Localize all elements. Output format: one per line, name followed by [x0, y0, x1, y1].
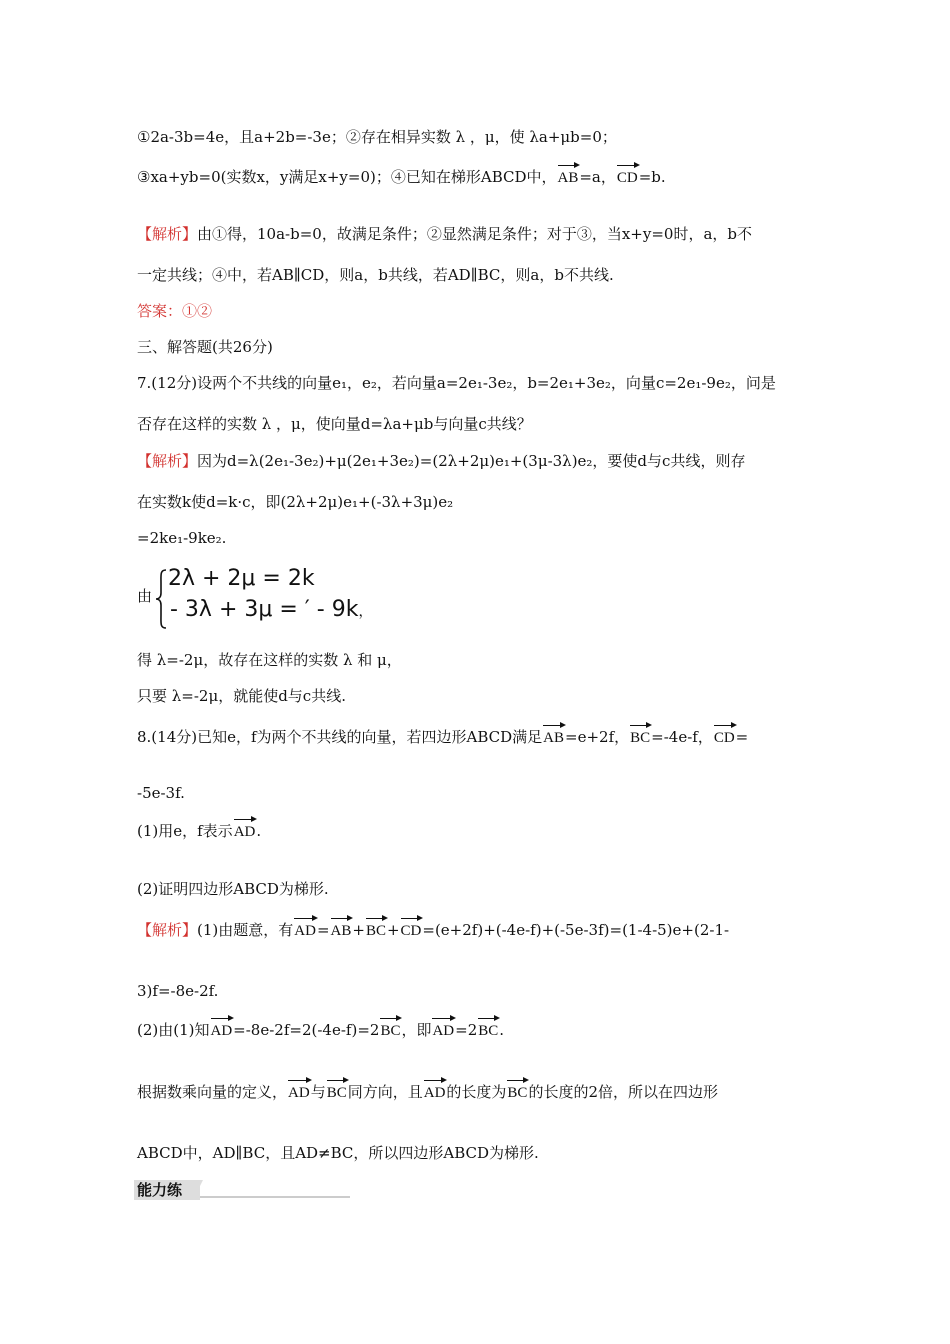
- vector-ad: AD: [432, 1023, 455, 1039]
- text: ③xa+yb=0(实数x，y满足x+y=0)；④已知在梯形ABCD中，: [137, 168, 557, 186]
- vector-cd: CD: [616, 170, 638, 186]
- text: =: [735, 728, 749, 746]
- equation-row-2: [170, 597, 372, 622]
- text: 三、解答题(共26分): [137, 338, 273, 356]
- text: (1)用e，f表示: [137, 822, 233, 840]
- text: 3)f=-8e-2f.: [137, 982, 219, 1000]
- text: .: [256, 822, 262, 840]
- vector-bc: BC: [478, 1023, 499, 1039]
- answer-text: 答案：①②: [137, 302, 213, 320]
- line-17: [137, 821, 261, 842]
- left-brace-icon: [155, 569, 167, 629]
- text: (2)由(1)知: [137, 1021, 210, 1039]
- text: 一定共线；④中，若AB∥CD，则a，b共线，若AD∥BC，则a，b不共线.: [137, 266, 614, 284]
- equation-prefix: [137, 586, 152, 606]
- text: -5e-3f.: [137, 784, 185, 802]
- text: ABCD中，AD∥BC，且AD≠BC，所以四边形ABCD为梯形.: [137, 1144, 539, 1162]
- line-21: [137, 1020, 504, 1041]
- text: =2ke₁-9ke₂.: [137, 529, 227, 547]
- text: =(e+2f)+(-4e-f)+(-5e-3f)=(1-4-5)e+(2-1-: [422, 921, 730, 939]
- equation-row-1: [168, 566, 315, 591]
- line-14: [137, 686, 346, 706]
- text: 8.(14分)已知e，f为两个不共线的向量，若四边形ABCD满足: [137, 728, 543, 746]
- text: =-4e-f，: [651, 728, 713, 746]
- section-heading: [137, 337, 273, 357]
- vector-bc: BC: [630, 730, 651, 746]
- line-22: [137, 1082, 718, 1103]
- text: =: [316, 921, 330, 939]
- line-8: [137, 414, 532, 434]
- section-rule: [200, 1196, 350, 1198]
- text: - 3λ + 3μ = ′ - 9k: [170, 597, 359, 622]
- text: =-8e-2f=2(-4e-f)=2: [233, 1021, 380, 1039]
- text: 否存在这样的实数 λ ，μ，使向量d=λa+μb与向量c共线？: [137, 415, 532, 433]
- text: +: [352, 921, 365, 939]
- line-23: [137, 1143, 539, 1163]
- line-1: [137, 127, 617, 147]
- text: .: [499, 1021, 505, 1039]
- text: ，即: [401, 1021, 432, 1039]
- analysis-tag: 【解析】: [137, 225, 198, 243]
- vector-ab: AB: [557, 170, 579, 186]
- text: +: [386, 921, 400, 939]
- section-badge: 能力练: [134, 1180, 200, 1200]
- vector-bc: BC: [326, 1085, 347, 1101]
- text: =e+2f，: [565, 728, 630, 746]
- analysis-tag: 【解析】: [137, 921, 198, 939]
- line-3: [137, 224, 752, 244]
- line-7: [137, 373, 776, 393]
- vector-ab: AB: [543, 730, 565, 746]
- vector-ad: AD: [288, 1085, 310, 1101]
- text: 同方向，且: [347, 1083, 423, 1101]
- vector-ad: AD: [210, 1023, 233, 1039]
- vector-bc: BC: [365, 923, 386, 939]
- line-4: [137, 265, 614, 285]
- text: 由: [137, 587, 153, 605]
- line-15: [137, 727, 748, 748]
- vector-ad: AD: [233, 824, 256, 840]
- vector-ad: AD: [294, 923, 316, 939]
- text: 根据数乘向量的定义，: [137, 1083, 288, 1101]
- text: (1)由题意，有: [197, 921, 294, 939]
- text: 只要 λ=-2μ，就能使d与c共线.: [137, 687, 346, 705]
- line-13: [137, 650, 402, 670]
- text: =2: [455, 1021, 478, 1039]
- text: 得 λ=-2μ，故存在这样的实数 λ 和 μ，: [137, 651, 402, 669]
- text: 因为d=λ(2e₁-3e₂)+μ(2e₁+3e₂)=(2λ+2μ)e₁+(3μ-3λ)e₂，要使d与c共线，则存: [197, 452, 746, 470]
- text: 7.(12分)设两个不共线的向量e₁，e₂，若向量a=2e₁-3e₂，b=2e₁+3e₂，向量c=2e₁-9e₂，问是: [137, 374, 776, 392]
- text: 在实数k使d=k·c，即(2λ+2μ)e₁+(-3λ+3μ)e₂: [137, 493, 454, 511]
- vector-cd: CD: [713, 730, 735, 746]
- line-2: [137, 167, 666, 188]
- text: (2)证明四边形ABCD为梯形.: [137, 880, 329, 898]
- text: 2λ + 2μ = 2k: [168, 566, 315, 591]
- line-9: [137, 451, 745, 471]
- line-11: [137, 528, 226, 548]
- line-16: [137, 783, 185, 803]
- vector-ad: AD: [423, 1085, 446, 1101]
- text: ①2a-3b=4e，且a+2b=-3e；②存在相异实数 λ ，μ，使 λa+μb=0；: [137, 128, 617, 146]
- line-19: [137, 920, 729, 941]
- answer-line: [137, 301, 212, 321]
- text: ，: [358, 604, 373, 620]
- text: 由①得，10a-b=0，故满足条件；②显然满足条件；对于③，当x+y=0时，a，b不: [197, 225, 752, 243]
- text: 的长度为: [446, 1083, 507, 1101]
- vector-bc: BC: [380, 1023, 401, 1039]
- text: =a，: [579, 168, 616, 186]
- analysis-tag: 【解析】: [137, 452, 198, 470]
- line-10: [137, 492, 453, 512]
- vector-bc: BC: [507, 1085, 528, 1101]
- vector-ab: AB: [330, 923, 352, 939]
- text: =b.: [638, 168, 666, 186]
- text: 与: [310, 1083, 326, 1101]
- vector-cd: CD: [400, 923, 422, 939]
- line-18: [137, 879, 329, 899]
- text: 的长度的2倍，所以在四边形: [528, 1083, 718, 1101]
- line-20: [137, 981, 218, 1001]
